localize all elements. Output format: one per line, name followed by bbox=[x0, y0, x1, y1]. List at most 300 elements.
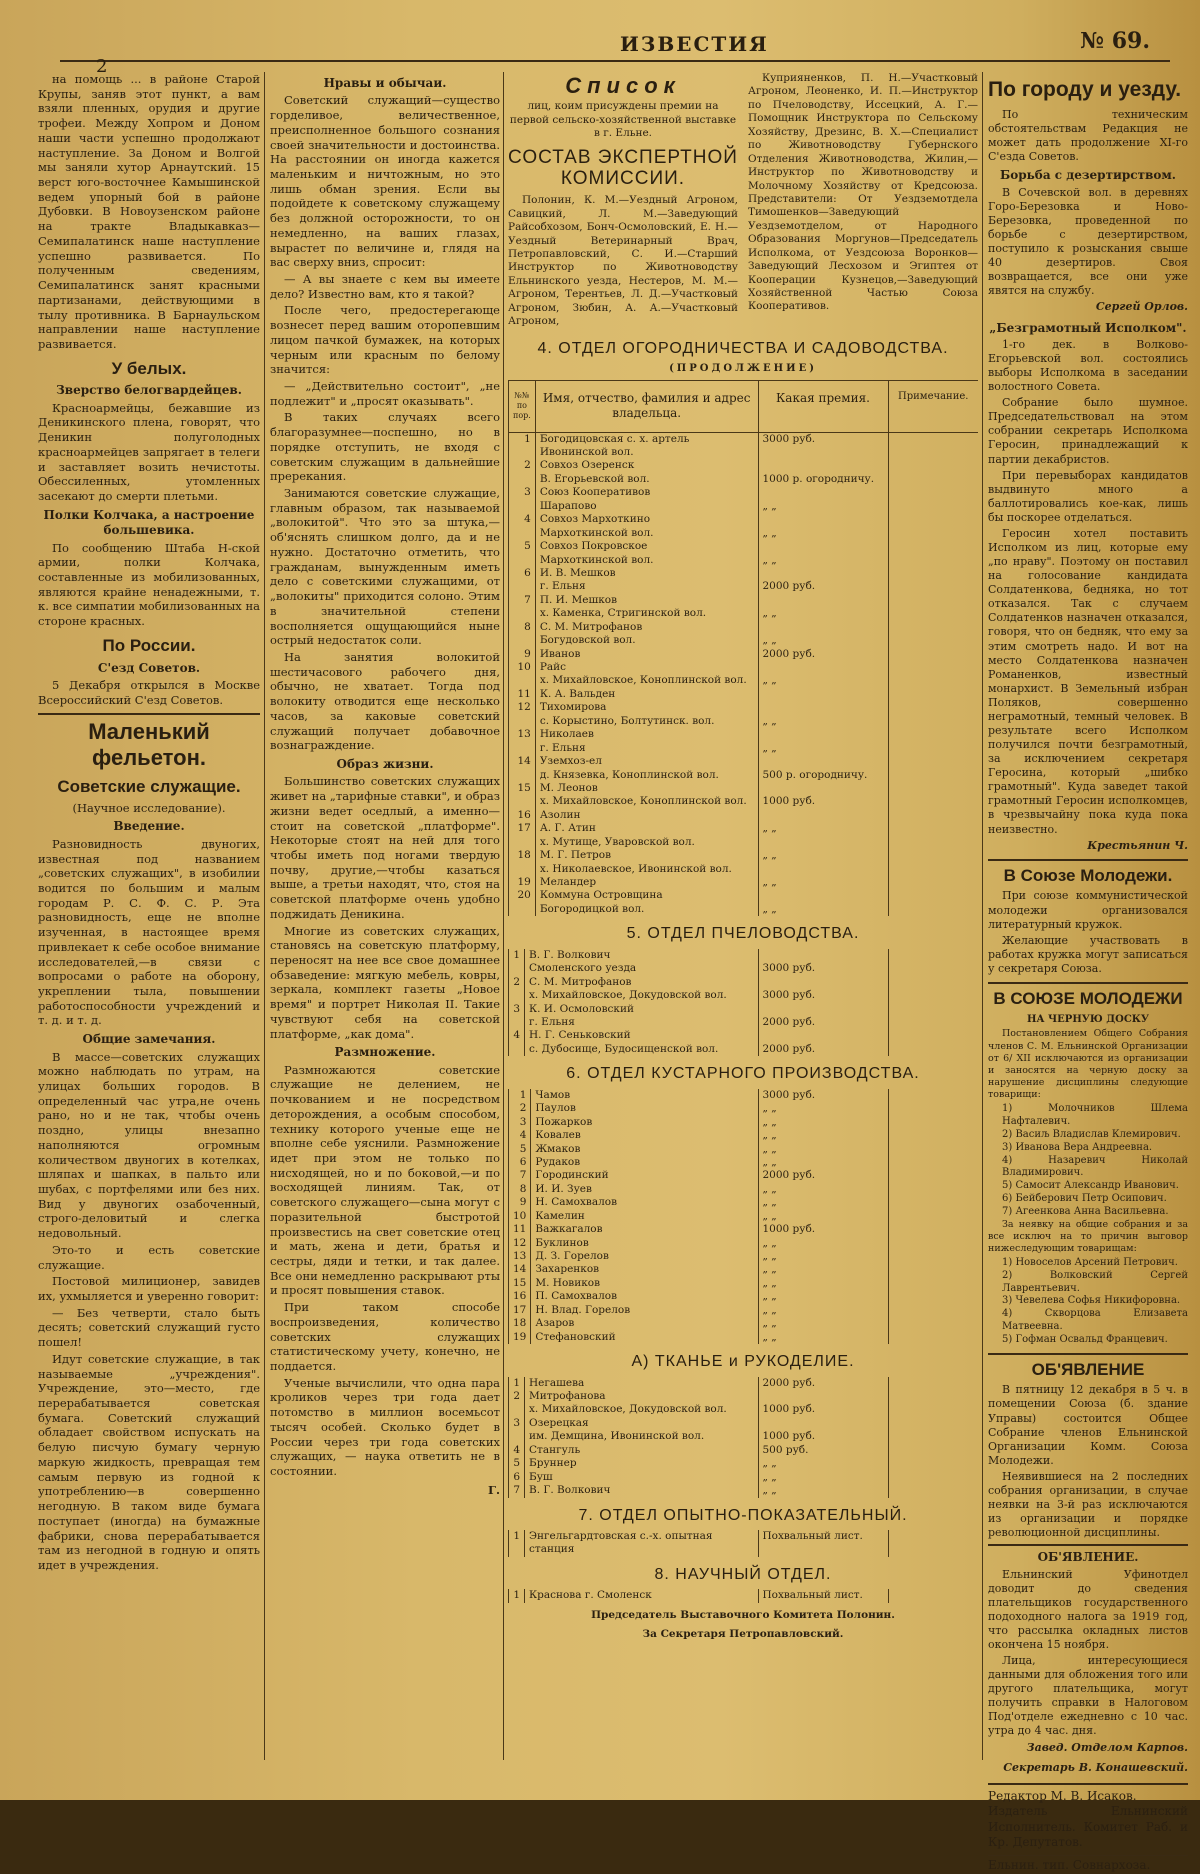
signature: Крестьянин Ч. bbox=[1087, 838, 1188, 852]
note-cell bbox=[888, 432, 978, 459]
owner-name: Стефановский bbox=[531, 1331, 758, 1344]
heading-spisok: Список bbox=[565, 73, 681, 98]
note-cell bbox=[888, 567, 978, 580]
note-cell bbox=[888, 1377, 978, 1390]
list-item: 7) Агеенкова Анна Васильевна. bbox=[1002, 1205, 1169, 1217]
owner-name: Бруннер bbox=[525, 1457, 759, 1470]
table-row bbox=[509, 674, 979, 687]
table-row bbox=[509, 1471, 979, 1484]
table-row bbox=[509, 459, 979, 472]
note-cell bbox=[888, 1016, 978, 1029]
list-item: 2) Васиљ Владислав Клемирович. bbox=[1002, 1128, 1181, 1140]
note-cell bbox=[888, 742, 978, 755]
note-cell bbox=[888, 661, 978, 674]
column-2 bbox=[270, 72, 500, 1760]
row-number: 14 bbox=[509, 755, 536, 768]
table-row bbox=[509, 1263, 979, 1276]
signature: Секретарь В. Конашевский. bbox=[1003, 1760, 1188, 1774]
prize: „ „ bbox=[758, 1317, 888, 1330]
table-row bbox=[509, 715, 979, 728]
prize: 500 руб. bbox=[758, 1444, 888, 1457]
heading-belykh: У белых. bbox=[111, 358, 187, 378]
prize bbox=[758, 567, 888, 580]
prize: 3000 руб. bbox=[758, 962, 888, 975]
note-cell bbox=[888, 1196, 978, 1209]
table-row bbox=[509, 661, 979, 674]
note-cell bbox=[888, 1430, 978, 1443]
note-cell bbox=[888, 903, 978, 916]
paragraph: 5 Декабря открылся в Москве Всероссийский С'езд Советов. bbox=[38, 677, 260, 707]
note-cell bbox=[888, 1169, 978, 1182]
note-cell bbox=[888, 648, 978, 661]
prize bbox=[758, 701, 888, 714]
prize: 3000 руб. bbox=[758, 432, 888, 459]
prize: „ „ bbox=[758, 1277, 888, 1290]
prize: „ „ bbox=[758, 1143, 888, 1156]
owner-name: М. Г. Петров bbox=[535, 849, 758, 862]
note-cell bbox=[888, 1043, 978, 1056]
column-rule bbox=[982, 72, 983, 1760]
paragraph: Советский служащий—существо горделивое, величественное, преисполненное большого сознания своей значительности и достоинства. На расстоянии он иногда кажется маленьким и ничтожным, но это лишь обман зрения. Если вы подойдете к советскому служащему без должной осторожности, то он немедленно, на ваших глазах, вырастет по величине и, глядя на вас сверху вниз, спросит: bbox=[270, 93, 500, 270]
owner-name: Богодицовская с. х. артель Ивонинской вол. bbox=[535, 432, 758, 459]
table-row bbox=[509, 976, 979, 989]
owner-name: Рудаков bbox=[531, 1156, 758, 1169]
prize bbox=[758, 1003, 888, 1016]
section-4-title: 4. ОТДЕЛ ОГОРОДНИЧЕСТВА И САДОВОДСТВА. bbox=[537, 339, 949, 357]
list-item: 5) Самосит Александр Иванович. bbox=[1002, 1180, 1179, 1192]
prize: „ „ bbox=[758, 1237, 888, 1250]
owner-name: Пожарков bbox=[531, 1116, 758, 1129]
note-cell bbox=[888, 1183, 978, 1196]
prize: 2000 руб. bbox=[758, 1043, 888, 1056]
note-cell bbox=[888, 1403, 978, 1416]
row-number: 2 bbox=[509, 976, 525, 989]
table-row bbox=[509, 1430, 979, 1443]
prize bbox=[758, 863, 888, 876]
row-number bbox=[509, 527, 536, 540]
row-number: 17 bbox=[509, 822, 536, 835]
owner-name: х. Михайловское, Докудовской вол. bbox=[525, 1403, 759, 1416]
row-number: 11 bbox=[509, 688, 536, 701]
col-header-prize: Какая премия. bbox=[758, 380, 888, 432]
row-number: 13 bbox=[509, 728, 536, 741]
owner-name: К. А. Вальден bbox=[535, 688, 758, 701]
prize: „ „ bbox=[758, 1331, 888, 1344]
table-row bbox=[509, 1043, 979, 1056]
table-row bbox=[509, 1457, 979, 1470]
row-number bbox=[509, 473, 536, 486]
table-row bbox=[509, 554, 979, 567]
prize: „ „ bbox=[758, 1129, 888, 1142]
prize bbox=[758, 889, 888, 902]
heading-obshchie: Общие замечания. bbox=[82, 1032, 216, 1047]
table-section-7 bbox=[508, 1530, 978, 1557]
row-number: 4 bbox=[509, 1129, 531, 1142]
note-cell bbox=[888, 795, 978, 808]
prize: Похвальный лист. bbox=[758, 1530, 888, 1557]
note-cell bbox=[888, 849, 978, 862]
table-row bbox=[509, 1129, 979, 1142]
heading-soyuz-molodezhi: В Союзе Молодежи. bbox=[988, 859, 1188, 887]
row-number: 2 bbox=[509, 1390, 525, 1403]
heading-obyavlenie-2: ОБ'ЯВЛЕНИЕ. bbox=[988, 1544, 1188, 1565]
row-number: 2 bbox=[509, 1102, 531, 1115]
section-6-title: 6. ОТДЕЛ КУСТАРНОГО ПРОИЗВОДСТВА. bbox=[566, 1065, 920, 1083]
owner-name: Митрофанова bbox=[525, 1390, 759, 1403]
note-cell bbox=[888, 1210, 978, 1223]
heading-sezd: С'езд Советов. bbox=[97, 660, 201, 675]
paragraph: Многие из советских служащих, становясь на советскую платформу, переносят на нее все свое домашнее обзаведение: мягкую мебель, ковры, зеркала, комплект газеты „Новое время" и портрет Николая II. Такие чувствуют себя на советской платформе, „как дома". bbox=[270, 923, 500, 1041]
owner-name: с. Дубосище, Будосищенской вол. bbox=[525, 1043, 759, 1056]
table-row bbox=[509, 1089, 979, 1102]
note-cell bbox=[888, 1250, 978, 1263]
prize: „ „ bbox=[758, 1156, 888, 1169]
note-cell bbox=[888, 728, 978, 741]
prize: „ „ bbox=[758, 527, 888, 540]
note-cell bbox=[888, 989, 978, 1002]
row-number bbox=[509, 962, 525, 975]
owner-name: г. Ельня bbox=[535, 742, 758, 755]
table-row bbox=[509, 889, 979, 902]
section-a-title: А) ТКАНЬЕ и РУКОДЕЛИЕ. bbox=[631, 1353, 855, 1371]
note-cell bbox=[888, 1417, 978, 1430]
table-row bbox=[509, 1250, 979, 1263]
prize bbox=[758, 1029, 888, 1042]
publisher: Издатель Ельнинский Исполнитель. Комитет Раб. и Кр. Депутатов. bbox=[988, 1804, 1188, 1850]
owner-name: Н. Г. Сеньковский bbox=[525, 1029, 759, 1042]
prize: „ „ bbox=[758, 1290, 888, 1303]
prize bbox=[758, 459, 888, 472]
signature: Г. bbox=[488, 1482, 500, 1497]
row-number: 16 bbox=[509, 809, 536, 822]
table-row bbox=[509, 567, 979, 580]
row-number bbox=[509, 769, 536, 782]
owner-name: Захаренков bbox=[531, 1263, 758, 1276]
heading-chernaya-doska: НА ЧЕРНУЮ ДОСКУ bbox=[1026, 1013, 1150, 1025]
prize: „ „ bbox=[758, 849, 888, 862]
note-cell bbox=[888, 782, 978, 795]
signature: Завед. Отделом Карпов. bbox=[1026, 1740, 1188, 1754]
prize: „ „ bbox=[758, 1304, 888, 1317]
prize: 1000 руб. bbox=[758, 1223, 888, 1236]
owner-name: Совхоз Озеренск bbox=[535, 459, 758, 472]
owner-name: Камелин bbox=[531, 1210, 758, 1223]
section-7-title: 7. ОТДЕЛ ОПЫТНО-ПОКАЗАТЕЛЬНЫЙ. bbox=[578, 1506, 908, 1524]
note-cell bbox=[888, 1102, 978, 1115]
row-number bbox=[509, 554, 536, 567]
table-row bbox=[509, 432, 979, 459]
table-row bbox=[509, 688, 979, 701]
prize: 3000 руб. bbox=[758, 989, 888, 1002]
heading-vvedenie: Введение. bbox=[113, 819, 185, 834]
row-number: 6 bbox=[509, 1156, 531, 1169]
excluded-list bbox=[988, 1103, 1188, 1218]
owner-name: Паулов bbox=[531, 1102, 758, 1115]
owner-name: Чамов bbox=[531, 1089, 758, 1102]
paragraph: За неявку на общие собрания и за все исключ на то причин выговор нижеследующим товарищам: bbox=[988, 1218, 1188, 1254]
note-cell bbox=[888, 594, 978, 607]
intro: лиц, коим присуждены премии на первой сельско-хозяйственной выставке в г. Ельне. bbox=[509, 100, 737, 140]
owner-name: д. Князевка, Коноплинской вол. bbox=[535, 769, 758, 782]
table-row bbox=[509, 1589, 979, 1602]
note-cell bbox=[888, 822, 978, 835]
row-number: 1 bbox=[509, 1089, 531, 1102]
table-row bbox=[509, 1317, 979, 1330]
note-cell bbox=[888, 1530, 978, 1557]
prize bbox=[758, 728, 888, 741]
prize bbox=[758, 621, 888, 634]
table-row bbox=[509, 527, 979, 540]
note-cell bbox=[888, 1029, 978, 1042]
owner-name: х. Каменка, Стригинской вол. bbox=[535, 607, 758, 620]
row-number bbox=[509, 989, 525, 1002]
owner-name: И. И. Зуев bbox=[531, 1183, 758, 1196]
row-number: 5 bbox=[509, 540, 536, 553]
note-cell bbox=[888, 755, 978, 768]
table-row bbox=[509, 1169, 979, 1182]
row-number: 19 bbox=[509, 876, 536, 889]
owner-name: Тихомирова bbox=[535, 701, 758, 714]
owner-name: А. Г. Атин bbox=[535, 822, 758, 835]
paragraph: Полонин, К. М.—Уездный Агроном, Савицкий, Л. М.—Заведующий Райсобхозом, Бонч-Осмоловский, Е. Н.—Уездный Ветеринарный Врач, Петропавловский, С. И.—Старший Инструктор по Животноводству Ельнинского уезда, Нестеров, М. М.—Агроном, Терентьев, Л. Д.—Участковый Агроном, Зюбин, А. А.—Участковый Агроном, bbox=[508, 194, 738, 328]
table-row bbox=[509, 1277, 979, 1290]
table-row bbox=[509, 634, 979, 647]
prize: „ „ bbox=[758, 1250, 888, 1263]
note-cell bbox=[888, 1263, 978, 1276]
row-number bbox=[509, 742, 536, 755]
note-cell bbox=[888, 949, 978, 962]
table-row bbox=[509, 1029, 979, 1042]
paragraph: Размножаются советские служащие не делением, не почкованием и не посредством деторождения, а особым способом, технику которого ученые еще не вполне себе уяснили. Размножение идет при этом не только по нисходящей, но и по боковой,—и по восходящей линиям. Так, от советского служащего—сына могут с поразительной быстротой произвестись на свет советские отец и мать, жена и дети, братья и сестры, дяди и тетки, и так далее. Все они немедленно раскрывают рты и просят повышения ставок. bbox=[270, 1062, 500, 1298]
col-header-note: Примечание. bbox=[888, 380, 978, 432]
prize: „ „ bbox=[758, 742, 888, 755]
table-row bbox=[509, 1156, 979, 1169]
note-cell bbox=[888, 500, 978, 513]
signature: Сергей Орлов. bbox=[1095, 300, 1188, 314]
col-header-name: Имя, отчество, фамилия и адрес владельца. bbox=[535, 380, 758, 432]
note-cell bbox=[888, 486, 978, 499]
paragraph: При перевыборах кандидатов выдвинуто много а баллотировались кое-как, лишь бы поскорее отделаться. bbox=[988, 468, 1188, 524]
note-cell bbox=[888, 1277, 978, 1290]
paragraph: По техническим обстоятельствам Редакция не может дать продолжение XI-го С'езда Советов. bbox=[988, 108, 1188, 164]
heading-zverstvo: Зверство белогвардейцев. bbox=[56, 383, 242, 398]
prize: „ „ bbox=[758, 1263, 888, 1276]
table-row bbox=[509, 513, 979, 526]
owner-name: х. Михайловское, Коноплинской вол. bbox=[535, 674, 758, 687]
owner-name: Жмаков bbox=[531, 1143, 758, 1156]
owner-name: П. Самохвалов bbox=[531, 1290, 758, 1303]
owner-name: Ковалев bbox=[531, 1129, 758, 1142]
paragraph: Постановлением Общего Собрания членов С. М. Ельнинской Организации от 6/ XII исключаются из организации и заносятся на черную доску за нарушение дисциплины следующие товарищи: bbox=[988, 1028, 1188, 1101]
note-cell bbox=[888, 976, 978, 989]
prize bbox=[758, 540, 888, 553]
note-cell bbox=[888, 1290, 978, 1303]
note-cell bbox=[888, 473, 978, 486]
prize: 2000 руб. bbox=[758, 1016, 888, 1029]
heading-sostav: СОСТАВ ЭКСПЕРТНОЙ КОМИССИИ. bbox=[508, 147, 738, 190]
prize: 2000 руб. bbox=[758, 1169, 888, 1182]
note-cell bbox=[888, 769, 978, 782]
prize bbox=[758, 1417, 888, 1430]
owner-name: Негашева bbox=[525, 1377, 759, 1390]
prize: 2000 руб. bbox=[758, 1377, 888, 1390]
note-cell bbox=[888, 1003, 978, 1016]
table-row bbox=[509, 1003, 979, 1016]
prize: „ „ bbox=[758, 1210, 888, 1223]
paragraph: Разновидность двуногих, известная под названием „советских служащих", в изобилии водится по большим и малым городам Р. С. Ф. С. Р. Эта разновидность, еще не вполне изученная, в настоящее время привлекает к себе особое внимание исследователей,—в связи с вопросами о работе на оборону, укреплении тыла, повышении работоспособности учреждений и т. д. и т. д. bbox=[38, 836, 260, 1028]
note-cell bbox=[888, 1589, 978, 1602]
row-number: 1 bbox=[509, 1377, 525, 1390]
editor: Редактор М. В. Исаков. bbox=[988, 1788, 1137, 1803]
row-number bbox=[509, 836, 536, 849]
table-row bbox=[509, 1237, 979, 1250]
row-number: 6 bbox=[509, 567, 536, 580]
owner-name: Совхоз Мархоткино bbox=[535, 513, 758, 526]
note-cell bbox=[888, 1237, 978, 1250]
paragraph: В таких случаях всего благоразумнее—поспешно, но в порядке отступить, не входя с советским служащим в дальнейшие пререкания. bbox=[270, 410, 500, 484]
list-item: 1) Молочников Шлема Нафталевич. bbox=[1002, 1103, 1188, 1128]
table-row bbox=[509, 500, 979, 513]
owner-name: Шарапово bbox=[535, 500, 758, 513]
paragraph: Геросин хотел поставить Исполком из лиц, которые ему „по нраву". Поэтому он поставил на голосование кандидата Солдатенкова, бедняка, но тот отказался. Так с случаем Солдатенков назначен отказался, говоря, что он бедняк, что ему за этим смотреть надо. И вот на место Солдатенкова назначен Романенков, известный монархист. В Земельный избран Поляков, совершенно неграмотный, темный человек. В результате всего Исполком получился почти безграмотный, за исключением секретаря Геросина, который „шибко грамотный". Куда заведет такой грамотный Геросин исполкомцев, в чрезвычайну пока куда пока неизвестно. bbox=[988, 526, 1188, 836]
row-number: 7 bbox=[509, 594, 536, 607]
note-cell bbox=[888, 621, 978, 634]
reprimand-list bbox=[988, 1257, 1188, 1347]
heading-soyuz-molodezhi-2: В СОЮЗЕ МОЛОДЕЖИ bbox=[988, 982, 1188, 1010]
list-item: 5) Гофман Освальд Францевич. bbox=[1002, 1333, 1168, 1345]
owner-name: Совхоз Покровское bbox=[535, 540, 758, 553]
row-number: 3 bbox=[509, 1003, 525, 1016]
owner-name: Мархоткинской вол. bbox=[535, 554, 758, 567]
note-cell bbox=[888, 1317, 978, 1330]
column-1 bbox=[38, 72, 260, 1760]
printer: Ельнин. тип. Совнархоза. bbox=[988, 1855, 1188, 1874]
row-number: 5 bbox=[509, 1457, 525, 1470]
row-number: 19 bbox=[509, 1331, 531, 1344]
note-cell bbox=[888, 634, 978, 647]
row-number: 3 bbox=[509, 1417, 525, 1430]
owner-name: с. Корыстино, Болтутинск. вол. bbox=[535, 715, 758, 728]
table-section-5 bbox=[508, 949, 978, 1057]
note-cell bbox=[888, 1331, 978, 1344]
owner-name: х. Михайловское, Докудовской вол. bbox=[525, 989, 759, 1002]
paragraph: Куприяненков, П. Н.—Участковый Агроном, Леоненко, И. П.—Инструктор по Пчеловодству, Иссецкий, А. Г.—Помощник Инструктора по Сельскому Хозяйству, Дрезинс, В. Х.—Специалист по Животноводству Губернского Отделения Животноводства, Жилин,—Инструктор по Животноводству и Молочному Хозяйству от Кредсоюза. Представители: От Уездземотдела Тимошенков—Заведующий Уездземотделом, от Народного Образования Моргунов—Председатель Исполкома, от Уездсоюза Воронков—Заведующий Лесхозом и Эгиптея от Кооперации Кузнецов,—Заведующий Хозяйственной Частью Союза Кооперативов. bbox=[748, 72, 978, 313]
paragraph: на помощь ... в районе Старой Крупы, заняв этот пункт, а вам взяли пленных, орудия и другие трофеи. Между Хопром и Доном наши части успешно продолжают наступление. За Доном и Волгой мы заняли хутор Арнаутский. 15 верст юго-восточнее Камышинской ведем упорный бой в районе Дубовки. В Новоузенском районе на тракте Владыкавказ—Семипалатинск наше наступление успешно развивается. По полученным сведениям, Семипалатинск занят красными партизанами, действующими в тылу противника. В Барнаульском направлении наше наступление развивается. bbox=[38, 72, 260, 351]
row-number: 10 bbox=[509, 661, 536, 674]
table-row bbox=[509, 540, 979, 553]
prize: 2000 руб. bbox=[758, 648, 888, 661]
subheading: (Научное исследование). bbox=[72, 800, 226, 815]
owner-name: С. М. Митрофанов bbox=[535, 621, 758, 634]
newspaper-title: ИЗВЕСТИЯ bbox=[620, 32, 769, 56]
owner-name: Азаров bbox=[531, 1317, 758, 1330]
owner-name: Союз Кооперативов bbox=[535, 486, 758, 499]
column-rule bbox=[503, 72, 504, 1760]
row-number: 10 bbox=[509, 1210, 531, 1223]
note-cell bbox=[888, 527, 978, 540]
paragraph: Желающие участвовать в работах кружка могут записаться у секретаря Союза. bbox=[988, 933, 1188, 975]
owner-name: х. Мутище, Уваровской вол. bbox=[535, 836, 758, 849]
table-row bbox=[509, 903, 979, 916]
row-number: 8 bbox=[509, 1183, 531, 1196]
paragraph: Красноармейцы, бежавшие из Деникинского плена, говорят, что Деникин полуголодных красноармейцев запрягает в телеги и заставляет возить нечистоты. Обессиленных, утомленных засекают до смерти плетьми. bbox=[38, 400, 260, 504]
table-row bbox=[509, 809, 979, 822]
table-section-4 bbox=[508, 380, 978, 916]
row-number: 1 bbox=[509, 949, 525, 962]
paragraph: Большинство советских служащих живет на „тарифные ставки", и образ жизни ведет оседлый, а именно—стоит на советской „платформе". Некоторые стоят на ней для того чтобы иметь под ногами твердую почву, другие,—чтобы казаться выше, а третьи находят, что, стоя на советской платформе очень удобно поджидать Деникина. bbox=[270, 774, 500, 921]
list-item: 4) Назаревич Николай Владимирович. bbox=[1002, 1154, 1188, 1179]
column-4 bbox=[988, 72, 1188, 1873]
row-number: 20 bbox=[509, 889, 536, 902]
row-number: 9 bbox=[509, 1196, 531, 1209]
owner-name: С. М. Митрофанов bbox=[525, 976, 759, 989]
table-row bbox=[509, 989, 979, 1002]
note-cell bbox=[888, 1471, 978, 1484]
owner-name: Богородицкой вол. bbox=[535, 903, 758, 916]
owner-name: Стангуль bbox=[525, 1444, 759, 1457]
heading-obyavlenie-1: ОБ'ЯВЛЕНИЕ bbox=[988, 1353, 1188, 1381]
row-number bbox=[509, 580, 536, 593]
row-number: 3 bbox=[509, 1116, 531, 1129]
note-cell bbox=[888, 1304, 978, 1317]
row-number: 15 bbox=[509, 1277, 531, 1290]
column-rule bbox=[264, 72, 265, 1760]
paragraph: После чего, предостерегающе вознесет перед вашим оторопевшим лицом пачкой бумажек, на которых черным или красным по белому значится: bbox=[270, 303, 500, 377]
prize: „ „ bbox=[758, 876, 888, 889]
table-row bbox=[509, 742, 979, 755]
table-row bbox=[509, 701, 979, 714]
paragraph: Собрание было шумное. Председательствовал на этом собрании секретарь Исполкома Геросин, принадлежащий к партии декабристов. bbox=[988, 396, 1188, 466]
row-number: 7 bbox=[509, 1169, 531, 1182]
note-cell bbox=[888, 836, 978, 849]
section-8-title: 8. НАУЧНЫЙ ОТДЕЛ. bbox=[654, 1565, 832, 1583]
row-number: 18 bbox=[509, 1317, 531, 1330]
prize bbox=[758, 976, 888, 989]
prize: „ „ bbox=[758, 500, 888, 513]
table-row bbox=[509, 728, 979, 741]
table-row bbox=[509, 1290, 979, 1303]
list-item: 1) Новоселов Арсений Петрович. bbox=[1002, 1257, 1178, 1269]
table-section-6 bbox=[508, 1089, 978, 1344]
table-row bbox=[509, 580, 979, 593]
table-row bbox=[509, 1102, 979, 1115]
paragraph: 1-го дек. в Волково-Егорьевской вол. состоялись выборы Исполкома в заседании волостного Совета. bbox=[988, 337, 1188, 394]
table-row bbox=[509, 822, 979, 835]
row-number: 17 bbox=[509, 1304, 531, 1317]
list-item: 3) Иванова Вера Андреевна. bbox=[1002, 1141, 1153, 1153]
issue-number: № 69. bbox=[1080, 28, 1150, 54]
owner-name: П. И. Мешков bbox=[535, 594, 758, 607]
heading-bezgramotny: „Безграмотный Исполком". bbox=[989, 320, 1187, 335]
note-cell bbox=[888, 674, 978, 687]
prize: 500 р. огородничу. bbox=[758, 769, 888, 782]
paragraph: При союзе коммунистической молодежи организовался литературный кружок. bbox=[988, 889, 1188, 931]
prize bbox=[758, 836, 888, 849]
prize bbox=[758, 594, 888, 607]
row-number: 4 bbox=[509, 1444, 525, 1457]
row-number: 12 bbox=[509, 701, 536, 714]
table-row bbox=[509, 1016, 979, 1029]
table-row bbox=[509, 1183, 979, 1196]
table-row bbox=[509, 1403, 979, 1416]
row-number: 12 bbox=[509, 1237, 531, 1250]
row-number: 1 bbox=[509, 1530, 525, 1557]
row-number bbox=[509, 1016, 525, 1029]
note-cell bbox=[888, 1444, 978, 1457]
heading-polki: Полки Колчака, а настроение большевика. bbox=[43, 507, 255, 538]
note-cell bbox=[888, 607, 978, 620]
prize bbox=[758, 949, 888, 962]
